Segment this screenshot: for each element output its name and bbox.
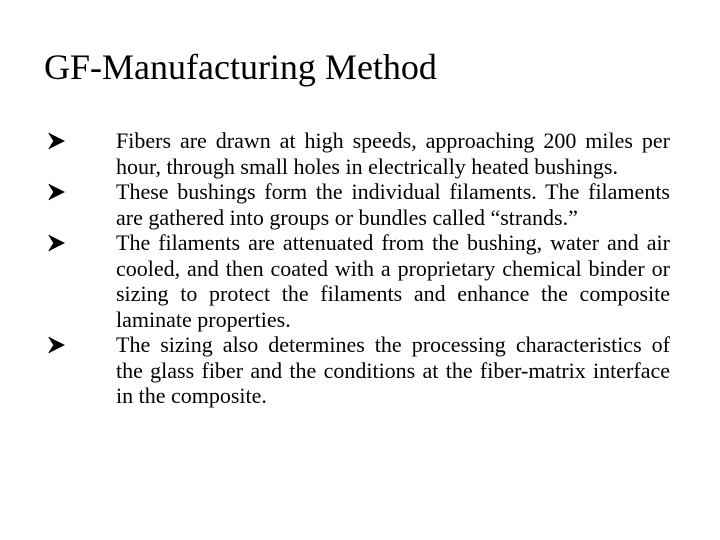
slide-title: GF-Manufacturing Method — [44, 47, 437, 87]
bullet-text: The sizing also determines the processing characteristics of the glass fiber and the conditions at the fiber-matrix interface in the composite. — [116, 332, 670, 408]
arrowhead-bullet-icon — [47, 230, 67, 255]
bullet-text: Fibers are drawn at high speeds, approaching 200 miles per hour, through small holes in electrically heated bushings. — [116, 128, 670, 179]
bullet-list — [44, 128, 670, 409]
bullet-text: These bushings form the individual filaments. The filaments are gathered into groups or bundles called “strands.” — [116, 179, 670, 230]
bullet-item — [44, 128, 670, 179]
arrowhead-bullet-icon — [47, 128, 67, 153]
bullet-item — [44, 179, 670, 230]
bullet-item — [44, 230, 670, 332]
arrowhead-bullet-icon — [47, 179, 67, 204]
bullet-text: The filaments are attenuated from the bushing, water and air cooled, and then coated with a proprietary chemical binder or sizing to protect the filaments and enhance the composite laminate properties. — [116, 230, 670, 332]
arrowhead-bullet-icon — [47, 332, 67, 357]
bullet-item — [44, 332, 670, 409]
